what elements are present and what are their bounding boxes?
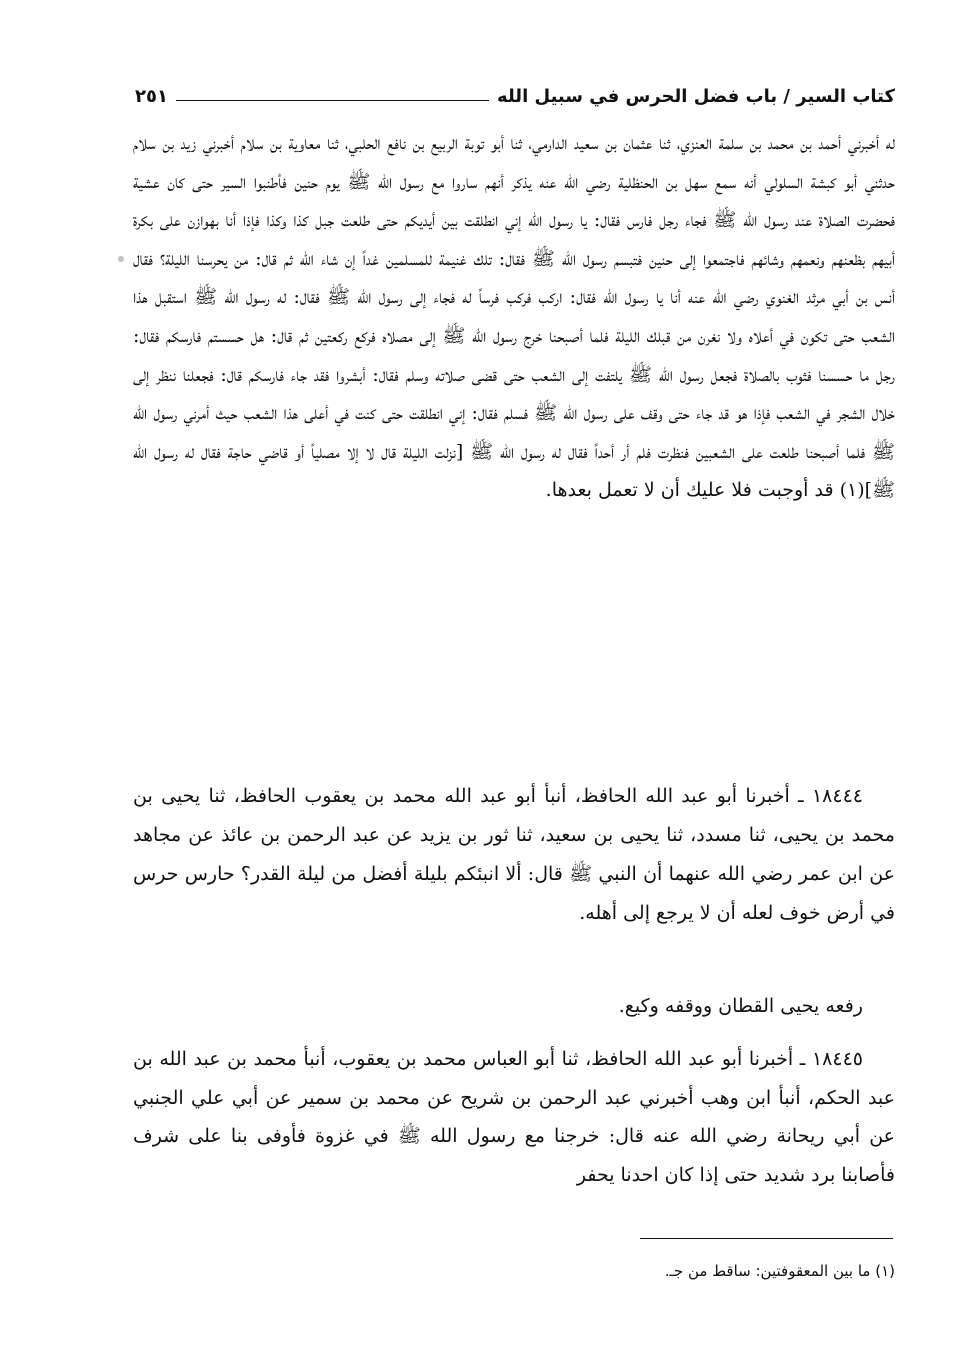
paragraph-continuation: له أخبرني أحمد بن محمد بن سلمة العنزي، ثنا عثمان بن سعيد الدارمي، ثنا أبو توبة الربيع بن نافع الحلبي، ثنا معاوية بن سلام أخبرني زيد بن سلام حدثني أبو كبشة السلولي أنه سمع سهل بن الحنظلية رضي الله عنه يذكر أنهم ساروا مع رسول الله ﷺ يوم حنين فأطنبوا السير حتى كان عشية فحضرت الصلاة عند رسول الله ﷺ فجاء رجل فارس فقال: يا رسول الله إني انطلقت بين أيديكم حتى طلعت جبل كذا وكذا فإذا أنا بهوازن على بكرة أبيهم بظعنهم ونعمهم وشائهم فاجتمعوا إلى حنين فتبسم رسول الله ﷺ فقال: تلك غنيمة للمسلمين غداً إن شاء الله ثم قال: من يحرسنا الليلة؟ فقال أنس بن أبي مرثد الغنوي رضي الله عنه أنا يا رسول الله فقال: اركب فركب فرساً له فجاء إلى رسول الله ﷺ فقال: له رسول الله ﷺ استقبل هذا الشعب حتى تكون في أعلاه ولا نغرن من قبلك الليلة فلما أصبحنا خرج رسول الله ﷺ إلى مصلاه فركع ركعتين ثم قال: هل حسستم فارسكم فقال: رجل ما حسسنا فثوب بالصلاة فجعل رسول الله ﷺ يلتفت إلى الشعب حتى قضى صلاته وسلم فقال: أبشروا فقد جاء فارسكم قال: فجعلنا ننظر إلى خلال الشجر في الشعب فإذا هو قد جاء حتى وقف على رسول الله ﷺ فسلم فقال: إني انطلقت حتى كنت في أعلى هذا الشعب حيث أمرني رسول الله ﷺ فلما أصبحنا طلعت على الشعبين فنظرت فلم أر أحداً فقال له رسول الله ﷺ [نزلت الليلة قال لا إلا مصلياً أو قاضي حاجة فقال له رسول الله ﷺ](١) قد أوجبت فلا عليك أن لا تعمل بعدها. [133,132,895,502]
page-number: ٢٥١ [135,85,168,107]
running-title: كتاب السير / باب فضل الحرس في سبيل الله [497,85,895,107]
editor-comment: رفعه يحيى القطان ووقفه وكيع. [618,995,863,1017]
main-text [133,124,895,510]
footnote-1: (١) ما بين المعقوفتين: ساقط من جـ. [664,1262,895,1280]
header-rule [176,100,489,101]
scan-speck [118,256,124,262]
hadith-18445: ١٨٤٤٥ ـ أخبرنا أبو عبد الله الحافظ، ثنا أبو العباس محمد بن يعقوب، أنبأ محمد بن عبد الله بن عبد الحكم، أنبأ ابن وهب أخبرني عبد الرحمن بن شريح عن محمد بن سمير عن أبي علي الجنبي عن أبي ريحانة رضي الله عنه قال: خرجنا مع رسول الله ﷺ في غزوة فأوفى بنا على شرف فأصابنا برد شديد حتى إذا كان احدنا يحفر [133,1048,895,1187]
page-header [135,78,895,114]
footnote-separator [640,1238,893,1239]
hadith-18444: ١٨٤٤٤ ـ أخبرنا أبو عبد الله الحافظ، أنبأ أبو عبد الله محمد بن يعقوب الحافظ، ثنا يحيى بن محمد بن يحيى، ثنا مسدد، ثنا يحيى بن سعيد، ثنا ثور بن يزيد عن عبد الرحمن بن عائذ عن مجاهد عن ابن عمر رضي الله عنهما أن النبي ﷺ قال: ألا انبئكم بليلة أفضل من ليلة القدر؟ حارس حرس في أرض خوف لعله أن لا يرجع إلى أهله. [133,785,895,924]
